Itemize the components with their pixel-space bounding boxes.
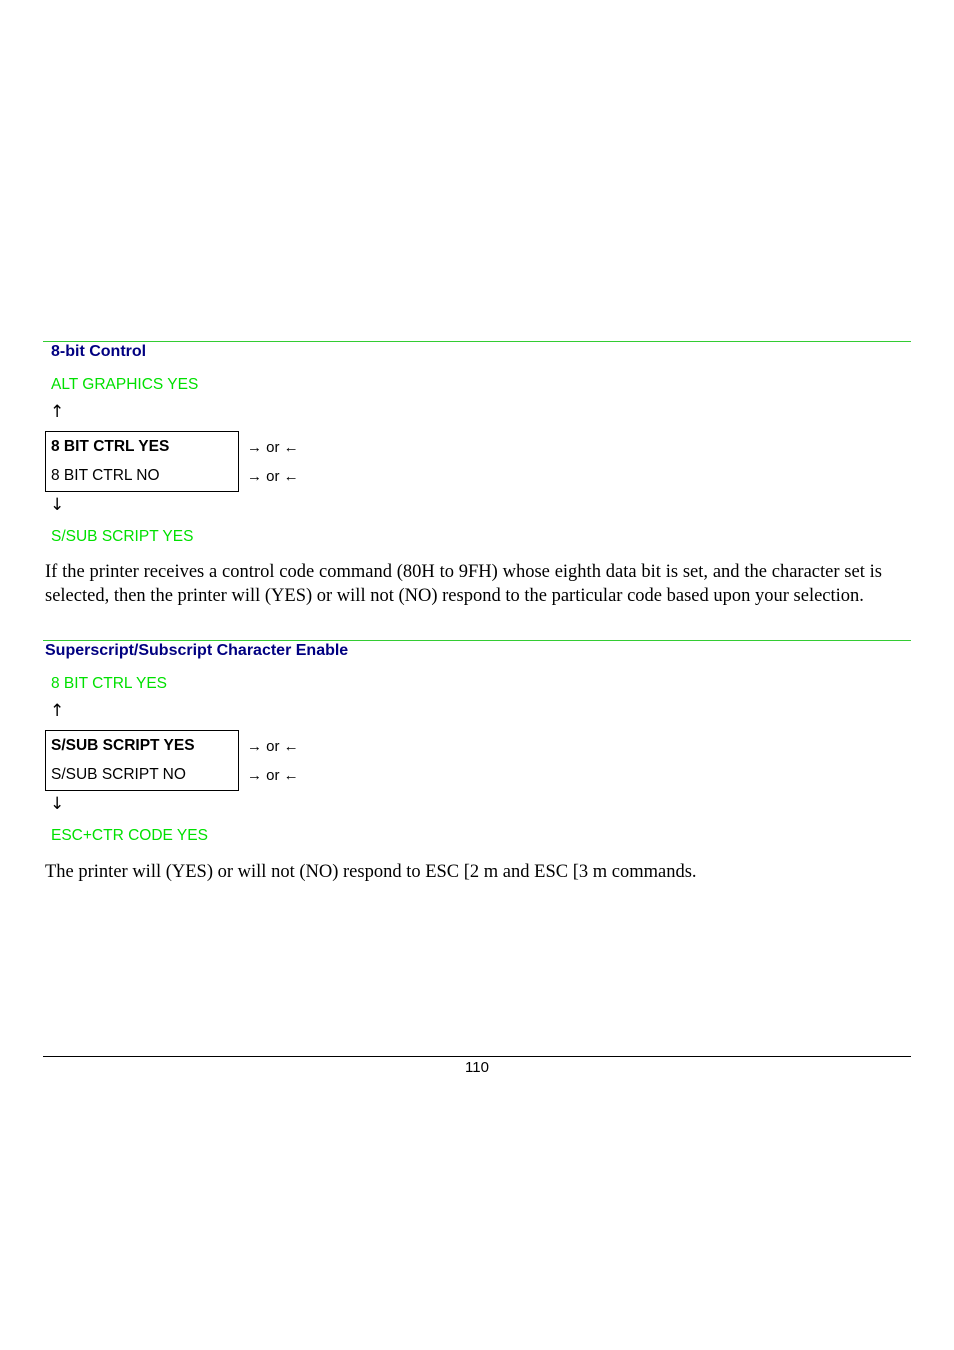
down-arrow-icon: ↓ xyxy=(50,495,65,515)
section-title-superscript-subscript: Superscript/Subscript Character Enable xyxy=(45,642,349,659)
nav-hint: → or ← xyxy=(247,767,299,784)
next-menu-item: ESC+CTR CODE YES xyxy=(51,827,208,844)
nav-hint: → or ← xyxy=(247,439,299,456)
section-description: The printer will (YES) or will not (NO) respond to ESC [2 m and ESC [3 m commands. xyxy=(45,862,697,882)
option-box xyxy=(45,730,239,791)
section-divider xyxy=(43,640,911,641)
down-arrow-icon: ↓ xyxy=(50,794,65,814)
page-number: 110 xyxy=(465,1059,489,1076)
previous-menu-item: ALT GRAPHICS YES xyxy=(51,376,199,393)
footer-rule xyxy=(43,1056,911,1057)
nav-hint: → or ← xyxy=(247,468,299,485)
previous-menu-item: 8 BIT CTRL YES xyxy=(51,675,168,692)
next-menu-item: S/SUB SCRIPT YES xyxy=(51,528,194,545)
up-arrow-icon: ↑ xyxy=(50,402,65,422)
section-description: If the printer receives a control code command (80H to 9FH) whose eighth data bit is set, and the character set is selected, then the printer will (YES) or will not (NO) respond to the particular code based upon your selection. xyxy=(45,562,882,606)
nav-hint: → or ← xyxy=(247,738,299,755)
option-ssub-script-no: S/SUB SCRIPT NO xyxy=(51,766,186,783)
option-8bit-ctrl-yes: 8 BIT CTRL YES xyxy=(51,438,170,455)
option-ssub-script-yes: S/SUB SCRIPT YES xyxy=(51,737,195,754)
section-divider xyxy=(43,341,911,342)
option-box xyxy=(45,431,239,492)
section-title-8bit-control: 8-bit Control xyxy=(51,343,147,360)
option-8bit-ctrl-no: 8 BIT CTRL NO xyxy=(51,467,160,484)
up-arrow-icon: ↑ xyxy=(50,701,65,721)
